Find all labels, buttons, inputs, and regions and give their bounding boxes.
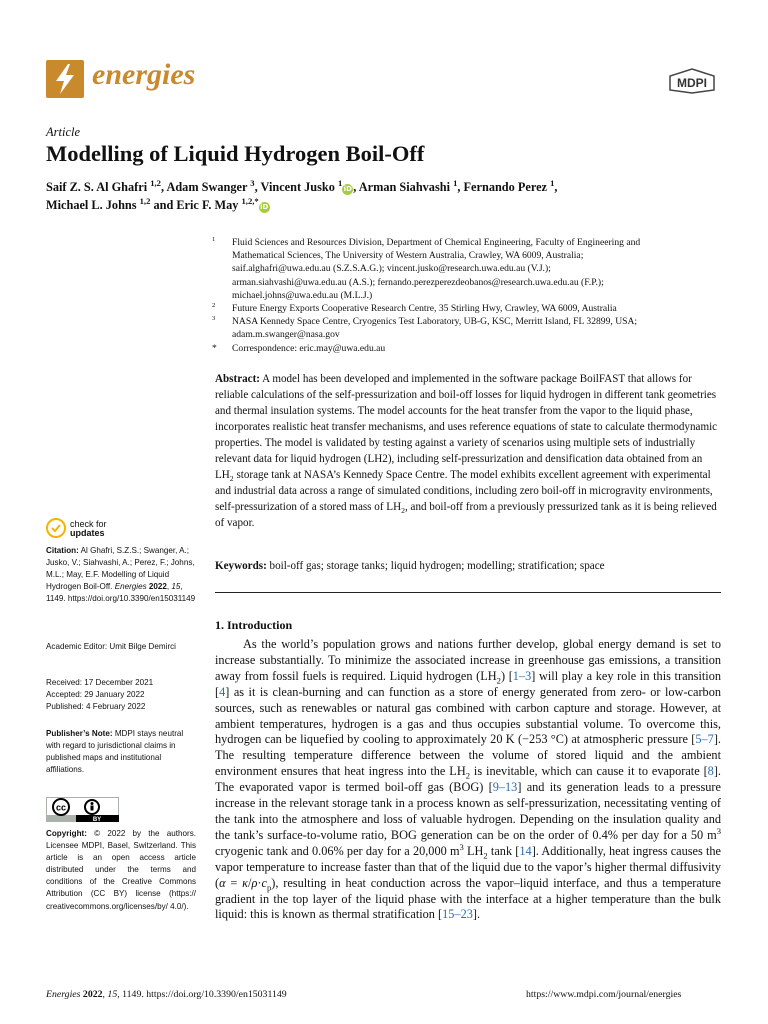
footer-citation: Energies 2022, 15, 1149. https://doi.org/10.3390/en15031149 (46, 989, 287, 1000)
check-updates-badge[interactable]: check for updates (46, 518, 146, 544)
affiliation-item: $^1$ Fluid Sciences and Resources Division, Department of Chemical Engineering, Faculty of Engineering and Mathematical Sciences, The University of Western Australia, Crawley, WA 6009, Australia; saif.alghafri@uwa.edu.au (S.Z.S.A.G.); vincent.jusko@research.uwa.edu.au (V.J.); arman.siahvashi@uwa.edu.au (A.S.); fernando.perezperezdeobanos@research.uwa.edu.au (F.P.); michael.johns@uwa.edu.au (M.L.J.) (212, 235, 641, 301)
author-name[interactable]: Fernando Perez (463, 180, 547, 194)
affiliations (212, 236, 732, 355)
author-name[interactable]: Michael L. Johns (46, 198, 137, 212)
section-heading: 1. Introduction (215, 618, 293, 632)
svg-text:BY: BY (92, 817, 102, 822)
academic-editor: Academic Editor: Umit Bilge Demirci (46, 642, 176, 651)
dates: Received: 17 December 2021 Accepted: 29 January 2022 Published: 4 February 2022 (46, 678, 154, 712)
citation: Citation: Al Ghafri, S.Z.S.; Swanger, A.; Jusko, V.; Siahvashi, A.; Perez, F.; Johns, M.L.; May, E.F. Modelling of Liquid Hydrogen Boil-Off. Energies 2022, 15, 1149. https://doi.org/10.3390/en15031149 (46, 546, 196, 604)
affiliation-item: $^3$ NASA Kennedy Space Centre, Cryogenics Test Laboratory, UB-G, KSC, Merritt Island, FL 32899, USA; adam.m.swanger@nasa.gov (212, 315, 638, 341)
orcid-icon[interactable]: iD (260, 203, 269, 211)
intro-body: As the world’s population grows and nations further develop, global energy demand is set to increase substantially. To minimize the associated increase in greenhouse gas emissions, a transition away from fossil fuels is required. Liquid hydrogen $(LH_2)$ [1–3] will play a key role in this transition [4] as it is clean-burning and can function as a store of energy generated from zero- or low-carbon sources, such as renewables or natural gas combined with carbon capture and storage. However, at ambient temperatures, hydrogen is a gas and thus occupies substantial volume. To overcome this, hydrogen can be liquefied by cooling to approximately 20 K (−253 °C) at atmospheric pressure [5–7]. The resulting temperature difference between the volume of stored liquid and the ambient environment ensures that heat ingress into the $LH_2$ is inevitable, which can cause it to evaporate [8]. The evaporated vapor is termed boil-off gas (BOG) [9–13] and its generation leads to a pressure increase in the relevant storage tank in a process known as self-pressurization, necessitating venting of the tank into the atmosphere and loss of valuable hydrogen. Depending on the insulation quality and the tank’s surface-to-volume ratio, BOG generation can be on the order of 0.4% per day for a 50 $m^3$ cryogenic tank and 0.06% per day for a 20,000 $m^3$ $LH_2$ tank [14]. Additionally, heat ingress causes the vapor temperature to increase faster than that of the liquid due to the vapor’s higher thermal diffusivity $(\alpha = \kappa/\rho\cdot c_p)$, resulting in heat conduction across the vapor–liquid interface, and thus a temperature gradient in the top layer of the liquid phase with the interface at a higher temperature than the bulk liquid: this is known as thermal stratification [15–23]. (215, 637, 722, 922)
author-name[interactable]: Vincent Jusko (260, 180, 335, 194)
page-title: Modelling of Liquid Hydrogen Boil-Off (46, 141, 425, 166)
abstract: Abstract: A model has been developed and implemented in the software package BoilFAST that allows for reliable calculations of the self-pressurization and boil-off losses for liquid hydrogen in different tank geometries and thermal insulation systems. The model accounts for the heat transfer from the vapor to the liquid phase, incorporates realistic heat transfer mechanisms, and uses reference equations of state to calculate thermodynamic properties. The model is validated by testing against a variety of scenarios using multiple sets of industrially relevant data for liquid hydrogen (LH2), including self-pressurization and densification data obtained from an $LH_2$ storage tank at NASA’s Kennedy Space Centre. The model exhibits excellent agreement with experimental and industrial data across a range of simulated conditions, including zero boil-off in microgravity environments, self-pressurization of a stored mass of $LH_2$, and boil-off from a previously pressurized tank as it is being relieved of vapor. (215, 373, 718, 529)
author-name[interactable]: Saif Z. S. Al Ghafri (46, 180, 148, 194)
journal-name[interactable]: energies (92, 58, 196, 91)
check-updates-icon (46, 518, 66, 538)
author-name[interactable]: Adam Swanger (166, 180, 248, 194)
journal-logo-icon (46, 60, 84, 98)
keywords-label: Keywords: (215, 560, 267, 572)
author-list: Saif Z. S. Al Ghafri $^{1,2}$, Adam Swanger $^3$, Vincent Jusko $^1$iD, Arman Siahvashi $^1$, Fernando Perez $^1$, Michael L. Johns $^{1,2}$ and Eric F. May $^{1,2,*}$iD (46, 177, 558, 212)
svg-text:cc: cc (55, 802, 67, 813)
author-name[interactable]: Eric F. May (176, 198, 239, 212)
copyright: Copyright: © 2022 by the authors. Licensee MDPI, Basel, Switzerland. This article is an open access article distributed under the terms and conditions of the Creative Commons Attribution (CC BY) license (https:// creativecommons.org/licenses/by/ 4.0/). (46, 829, 196, 911)
article-type: Article (46, 125, 81, 139)
correspondence: * Correspondence: eric.may@uwa.edu.au (212, 342, 386, 354)
orcid-icon[interactable]: iD (343, 185, 352, 193)
keywords: Keywords: boil-off gas; storage tanks; liquid hydrogen; modelling; stratification; space (215, 560, 605, 572)
abstract-label: Abstract: (215, 373, 260, 385)
cc-by-license-icon[interactable] (46, 797, 119, 822)
publisher-logo[interactable] (666, 68, 718, 94)
divider (215, 592, 721, 593)
publisher-note: Publisher’s Note: MDPI stays neutral with regard to jurisdictional claims in published maps and institutional affiliations. (46, 729, 184, 775)
journal-url-link[interactable]: https://www.mdpi.com/journal/energies (526, 989, 682, 1000)
affiliation-item: $^2$ Future Energy Exports Cooperative Research Centre, 35 Stirling Hwy, Crawley, WA 6009, Australia (212, 301, 617, 315)
svg-text:MDPI: MDPI (677, 76, 707, 90)
author-name[interactable]: Arman Siahvashi (358, 180, 450, 194)
